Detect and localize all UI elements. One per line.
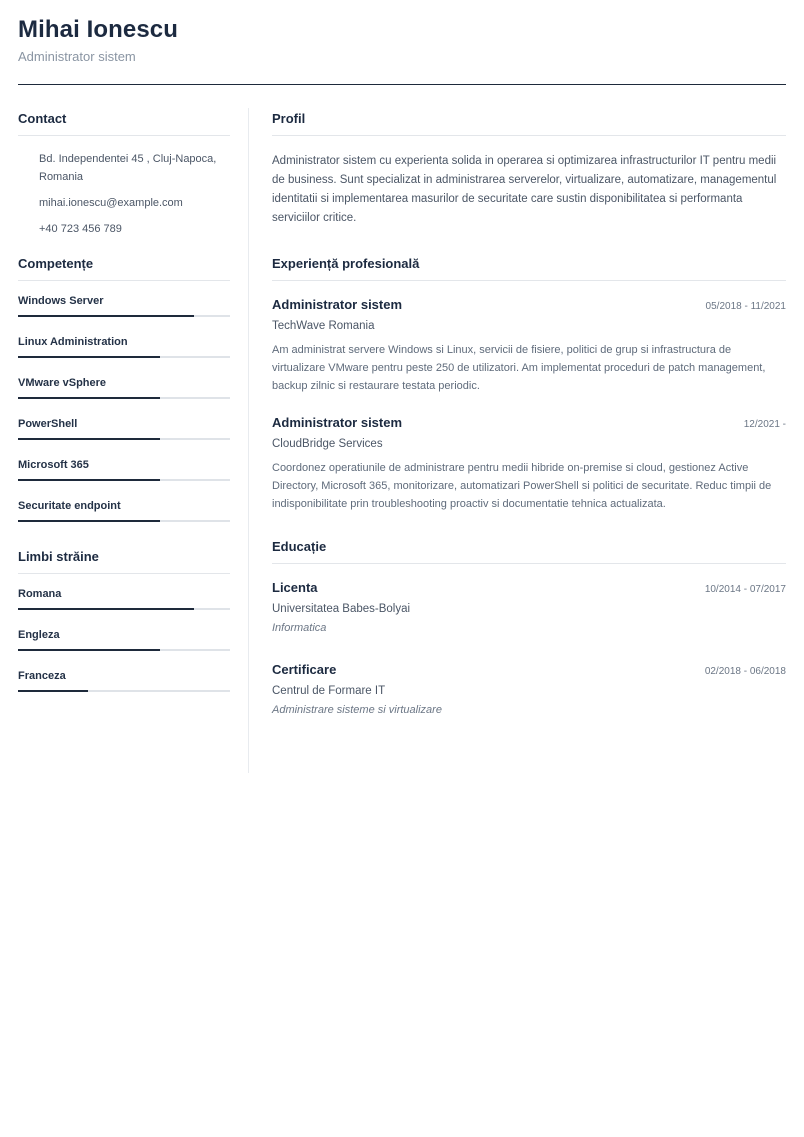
skill-level-fill bbox=[18, 479, 160, 481]
experience-entry bbox=[272, 415, 786, 513]
skill-label: Securitate endpoint bbox=[18, 500, 121, 512]
language-level-fill bbox=[18, 690, 88, 692]
degree-dates: 02/2018 - 06/2018 bbox=[704, 666, 786, 677]
skill-item bbox=[18, 457, 230, 498]
profile-summary: Administrator sistem cu experienta solida in operarea si optimizarea infrastructurilor IT pentru medii de business. Sunt specializat in administrarea serverelor, virtualizare, automatizare, managementul identitatii si implementarea masurilor de securitate care sustin disponibilitatea si performanta serviciilor critice. bbox=[272, 155, 777, 224]
contact-phone: +40 723 456 789 bbox=[39, 223, 122, 235]
skill-level-track bbox=[18, 479, 230, 481]
job-dates: 05/2018 - 11/2021 bbox=[705, 301, 786, 312]
skill-item bbox=[18, 334, 230, 375]
skill-level-track bbox=[18, 356, 230, 358]
education-title: Educație bbox=[272, 539, 786, 564]
skill-item bbox=[18, 498, 230, 539]
degree-title: Certificare bbox=[272, 662, 337, 677]
languages-title: Limbi străine bbox=[18, 549, 230, 574]
language-level-track bbox=[18, 690, 230, 692]
experience-entry bbox=[272, 297, 786, 395]
skill-item bbox=[18, 416, 230, 457]
job-title: Administrator sistem bbox=[272, 297, 403, 312]
skill-label: PowerShell bbox=[18, 418, 78, 430]
job-description: Coordonez operatiunile de administrare pentru medii hibride on-premise si cloud, gestionez Active Directory, Microsoft 365, monitorizare, automatizari PowerShell si politici de securitate. Reduc timpii de indisponibilitate prin troubleshooting proactiv si documentatie tehnica actualizata. bbox=[272, 462, 772, 510]
skill-item bbox=[18, 293, 230, 334]
language-level-track bbox=[18, 608, 230, 610]
skill-label: VMware vSphere bbox=[18, 377, 107, 389]
resume-header bbox=[18, 16, 786, 64]
job-description: Am administrat servere Windows si Linux, servicii de fisiere, politici de grup si infrastructura de virtualizare VMware pentru peste 250 de utilizatori. Am implementat proceduri de patch management, backup zilnic si restaurare testata periodic. bbox=[272, 344, 766, 392]
candidate-role: Administrator sistem bbox=[18, 49, 136, 64]
degree-dates: 10/2014 - 07/2017 bbox=[704, 584, 786, 595]
language-item bbox=[18, 586, 230, 627]
contact-title: Contact bbox=[18, 111, 230, 136]
language-item bbox=[18, 627, 230, 668]
candidate-name: Mihai Ionescu bbox=[18, 16, 178, 43]
languages-list bbox=[18, 586, 230, 709]
skill-level-track bbox=[18, 397, 230, 399]
education-entry bbox=[272, 662, 786, 716]
experience-title: Experiență profesională bbox=[272, 256, 786, 281]
profile-section bbox=[272, 111, 786, 228]
skill-label: Windows Server bbox=[18, 295, 104, 307]
contact-section bbox=[18, 111, 230, 238]
skill-label: Microsoft 365 bbox=[18, 459, 89, 471]
skill-level-track bbox=[18, 438, 230, 440]
education-entry bbox=[272, 580, 786, 634]
skill-level-track bbox=[18, 520, 230, 522]
main-content bbox=[272, 111, 786, 716]
languages-section bbox=[18, 549, 230, 709]
language-item bbox=[18, 668, 230, 709]
institution: Centrul de Formare IT bbox=[272, 685, 386, 697]
field-of-study: Informatica bbox=[272, 622, 327, 634]
field-of-study: Administrare sisteme si virtualizare bbox=[272, 704, 442, 716]
skills-title: Competențe bbox=[18, 256, 230, 281]
language-level-fill bbox=[18, 649, 160, 651]
degree-title: Licenta bbox=[272, 580, 318, 595]
job-company: CloudBridge Services bbox=[272, 438, 383, 450]
profile-title: Profil bbox=[272, 111, 786, 136]
job-title: Administrator sistem bbox=[272, 415, 403, 430]
header-divider bbox=[18, 84, 786, 85]
language-label: Romana bbox=[18, 588, 62, 600]
sidebar bbox=[18, 111, 230, 709]
skill-level-fill bbox=[18, 520, 160, 522]
experience-section bbox=[272, 256, 786, 513]
skill-level-fill bbox=[18, 356, 160, 358]
language-level-track bbox=[18, 649, 230, 651]
column-divider bbox=[248, 108, 249, 773]
skills-list bbox=[18, 293, 230, 539]
skill-level-fill bbox=[18, 397, 160, 399]
contact-email: mihai.ionescu@example.com bbox=[39, 197, 183, 209]
skill-level-track bbox=[18, 315, 230, 317]
education-section bbox=[272, 539, 786, 716]
skill-level-fill bbox=[18, 438, 160, 440]
skills-section bbox=[18, 256, 230, 539]
job-company: TechWave Romania bbox=[272, 320, 375, 332]
institution: Universitatea Babes-Bolyai bbox=[272, 603, 411, 615]
job-dates: 12/2021 - bbox=[743, 419, 786, 430]
language-label: Engleza bbox=[18, 629, 60, 641]
language-level-fill bbox=[18, 608, 194, 610]
skill-label: Linux Administration bbox=[18, 336, 128, 348]
language-label: Franceza bbox=[18, 670, 66, 682]
skill-level-fill bbox=[18, 315, 194, 317]
contact-address: Bd. Independentei 45 , Cluj-Napoca, Romania bbox=[39, 153, 217, 183]
skill-item bbox=[18, 375, 230, 416]
contact-list bbox=[18, 150, 230, 238]
